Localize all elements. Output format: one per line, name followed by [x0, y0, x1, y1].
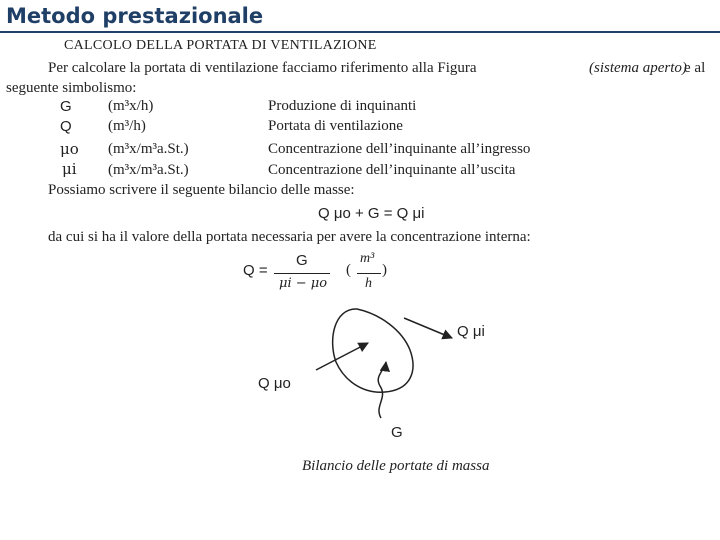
balance-equation: Q μo + G = Q μi — [318, 205, 425, 222]
desc-q: Portata di ventilazione — [268, 118, 403, 134]
symbol-q: Q — [60, 118, 72, 135]
intro-line-2: seguente simbolismo: — [6, 80, 137, 96]
outflow-label: Q μi — [457, 323, 485, 340]
inflow-label: Q μo — [258, 375, 291, 392]
unit-open-paren: ( — [346, 262, 351, 278]
unit-numerator: m³ — [360, 251, 375, 266]
unit-mu-o: (m³x/m³a.St.) — [108, 141, 189, 157]
unit-mu-i: (m³x/m³a.St.) — [108, 162, 189, 178]
symbol-mu-i: μi — [62, 160, 77, 178]
unit-q: (m³/h) — [108, 118, 146, 134]
section-heading: CALCOLO DELLA PORTATA DI VENTILAZIONE — [64, 38, 377, 53]
result-intro: da cui si ha il valore della portata necessaria per avere la concentrazione interna: — [48, 229, 531, 245]
formula-numerator: G — [296, 252, 308, 269]
symbol-g: G — [60, 98, 72, 115]
intro-text: Per calcolare la portata di ventilazione facciamo riferimento alla Figura — [48, 60, 477, 76]
desc-mu-o: Concentrazione dell’inquinante all’ingresso — [268, 141, 531, 157]
unit-g: (m³x/h) — [108, 98, 154, 114]
intro-tail: e al — [684, 60, 706, 76]
control-volume-shape — [333, 309, 413, 392]
inflow-arrow — [316, 343, 368, 370]
symbol-mu-o: μo — [60, 140, 79, 158]
desc-mu-i: Concentrazione dell’inquinante all’uscita — [268, 162, 516, 178]
unit-denominator: h — [365, 276, 372, 291]
formula-lhs: Q = — [243, 262, 268, 279]
unit-close-paren: ) — [382, 262, 387, 278]
balance-intro: Possiamo scrivere il seguente bilancio delle masse: — [48, 182, 355, 198]
source-label: G — [391, 424, 403, 441]
formula-denominator: μi − μo — [279, 276, 328, 291]
figure-caption: Bilancio delle portate di massa — [302, 458, 490, 474]
source-arrow — [378, 362, 386, 418]
desc-g: Produzione di inquinanti — [268, 98, 417, 114]
outflow-arrow — [404, 318, 452, 338]
slide-title: Metodo prestazionale — [6, 4, 264, 28]
intro-paren: (sistema aperto) — [589, 60, 687, 76]
